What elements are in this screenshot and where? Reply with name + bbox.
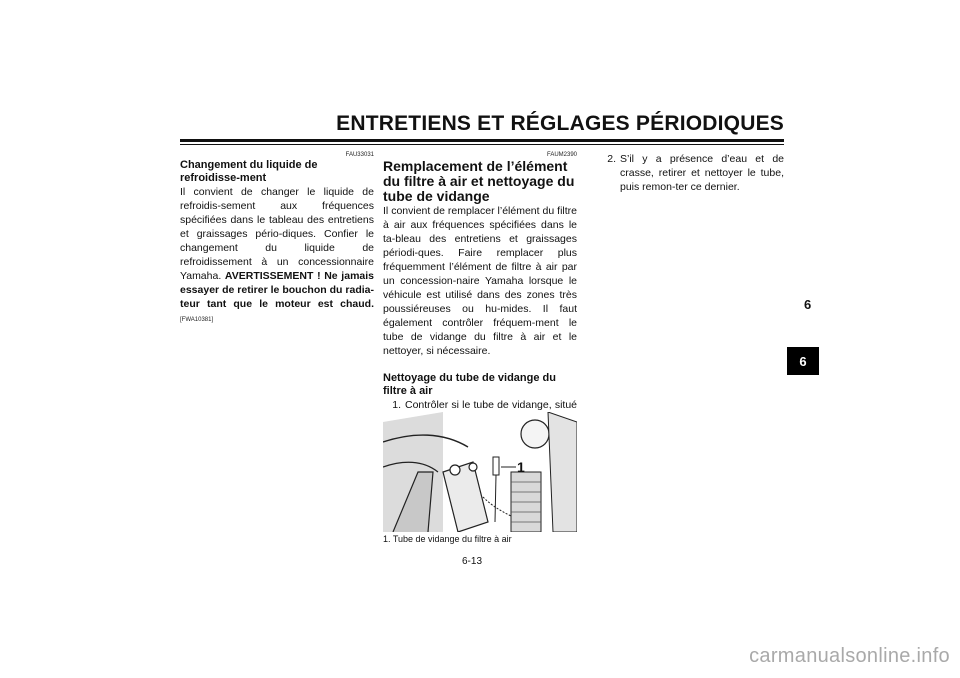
body-text: Il convient de changer le liquide de refroidis-sement aux fréquences spécifiées dans le tableau des entretiens et graissages pério-diques. Confier le changement du liquide de refroidissement à un concessionnaire Yamaha.: [180, 186, 374, 282]
section-heading: Changement du liquide de refroidisse-ment: [180, 159, 318, 184]
callout-number: 1: [517, 459, 525, 475]
chapter-tab: 6: [787, 347, 819, 375]
figure-illustration: [383, 412, 577, 532]
watermark: carmanualsonline.info: [749, 645, 950, 667]
header-rule-thick: [180, 139, 784, 142]
figure-caption: 1. Tube de vidange du filtre à air: [383, 534, 512, 544]
page-number: 6-13: [462, 556, 483, 567]
figure-air-filter-drain: [383, 412, 577, 532]
paragraph: Il convient de remplacer l’élément du filtre à air aux fréquences spécifiées dans le ta-bleau des entretiens et graissages périodi-ques. Faire remplacer plus fréquemment l’élément de filtre à air par un concession-naire Yamaha lorsque le véhicule est utilisé dans des zones très poussiéreuses ou hu-mides. Il faut également contrôler fréquem-ment le tube de vidange du filtre à air et le nettoyer, si nécessaire.: [383, 205, 577, 357]
step-number: 2.: [607, 153, 616, 165]
column-1: [180, 152, 374, 327]
spacer: [383, 358, 577, 372]
reference-code: FAU33031: [345, 152, 374, 158]
step-number: 1.: [392, 399, 401, 411]
chapter-number: 6: [804, 297, 812, 312]
step-text: Contrôler si le tube de vidange, situé: [405, 399, 577, 411]
sub-heading: Nettoyage du tube de vidange du filtre à air: [383, 372, 556, 397]
paragraph: [180, 185, 374, 327]
page-title: ENTRETIENS ET RÉGLAGES PÉRIODIQUES: [336, 112, 784, 135]
column-2: [383, 152, 577, 440]
column-3: [598, 152, 784, 194]
section-heading: Remplacement de l’élément du filtre à air et nettoyage du tube de vidange: [383, 158, 575, 204]
step-item: [598, 152, 784, 194]
step-text: S’il y a présence d’eau et de crasse, retirer et nettoyer le tube, puis remon-ter ce dernier.: [620, 153, 784, 193]
header-rule-thin: [180, 144, 784, 145]
warning-code: [FWA10381]: [180, 317, 214, 323]
warning-text: AVERTISSEMENT ! Ne jamais essayer de retirer le bouchon du radia-teur tant que le moteur est chaud.: [180, 270, 375, 310]
reference-code: FAUM2390: [546, 152, 577, 158]
